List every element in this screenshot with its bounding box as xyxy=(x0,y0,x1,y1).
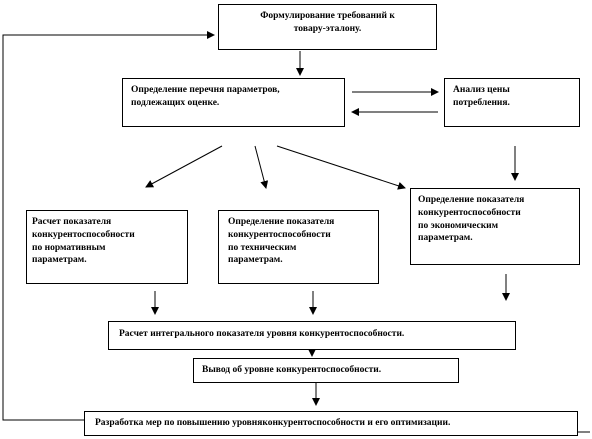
box-integral xyxy=(108,321,516,350)
box-econ-line-1: Определение показателя xyxy=(418,195,525,205)
box-tech-line-4: параметрам. xyxy=(228,255,283,266)
box-goal-line-1: Формулирование требований к xyxy=(260,11,395,21)
arrow-params-to-norm xyxy=(146,146,222,187)
arrow-params-to-econ xyxy=(277,146,405,188)
box-params xyxy=(122,78,345,127)
box-price-line-2: потребления. xyxy=(453,97,510,108)
box-measures-text: Разработка мер по повышению уровняконкурентоспособности и его оптимизации. xyxy=(95,418,451,428)
box-tech-line-1: Определение показателя xyxy=(228,217,335,227)
box-params-line-2: подлежащих оценке. xyxy=(131,97,220,108)
box-conclusion-text: Вывод об уровне конкурентоспособности. xyxy=(202,365,382,375)
box-econ xyxy=(410,188,580,265)
box-tech xyxy=(218,210,379,284)
box-norm xyxy=(26,210,188,284)
box-integral-text: Расчет интегрального показателя уровня конкурентоспособности. xyxy=(119,329,405,339)
box-conclusion xyxy=(193,358,459,383)
box-econ-line-3: по экономическим xyxy=(418,220,499,231)
box-norm-line-4: параметрам. xyxy=(32,255,87,266)
box-params-line-1: Определение перечня параметров, xyxy=(131,85,280,95)
box-goal xyxy=(218,4,437,50)
arrow-params-to-tech xyxy=(255,146,266,188)
box-price xyxy=(444,78,580,127)
box-measures xyxy=(84,411,578,436)
box-econ-line-2: конкурентоспособности xyxy=(418,207,521,218)
box-tech-line-2: конкурентоспособности xyxy=(228,229,331,240)
box-norm-line-3: по нормативным xyxy=(32,242,106,253)
box-price-line-1: Анализ цены xyxy=(453,85,510,95)
box-goal-line-2: товару-эталону. xyxy=(293,23,362,34)
box-norm-line-2: конкурентоспособности xyxy=(32,229,135,240)
box-econ-line-4: параметрам. xyxy=(418,233,473,244)
box-norm-line-1: Расчет показателя xyxy=(32,217,112,227)
box-tech-line-3: по техническим xyxy=(228,242,297,253)
